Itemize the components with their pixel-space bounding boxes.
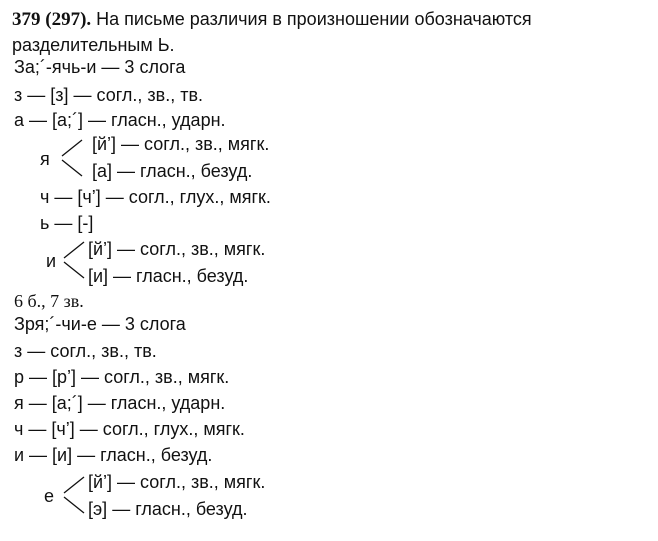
exercise-text-line1: На письме различия в произношении обозначаются bbox=[96, 9, 532, 29]
word2-line-r: р — [р’] — согл., зв., мягк. bbox=[14, 367, 230, 387]
branch-lines-icon bbox=[64, 475, 88, 515]
word1-i-vowel: [и] — гласн., безуд. bbox=[88, 266, 249, 286]
word1-letter-i: и bbox=[46, 251, 57, 271]
word2-e-consonant: [й’] — согл., зв., мягк. bbox=[88, 472, 266, 492]
word2-letter-e: е bbox=[44, 486, 55, 506]
word1-i-consonant: [й’] — согл., зв., мягк. bbox=[88, 239, 266, 259]
word2-e-vowel: [э] — гласн., безуд. bbox=[88, 499, 248, 519]
word2-line-z: з — согл., зв., тв. bbox=[14, 341, 157, 361]
word1-transcription: За;´-ячь-и — 3 слога bbox=[14, 57, 186, 77]
exercise-text-line2: разделительным Ь. bbox=[12, 35, 175, 55]
word1-count: 6 б., 7 зв. bbox=[14, 291, 84, 311]
word1-letter-ya: я bbox=[40, 149, 50, 169]
branch-lines-icon bbox=[64, 240, 88, 280]
word1-line-soft-sign: ь — [-] bbox=[40, 213, 94, 233]
word2-line-ya: я — [а;´] — гласн., ударн. bbox=[14, 393, 226, 413]
exercise-heading bbox=[12, 8, 532, 31]
word2-line-ch: ч — [ч’] — согл., глух., мягк. bbox=[14, 419, 245, 439]
branch-lines-icon bbox=[62, 138, 86, 178]
exercise-number: 379 (297). bbox=[12, 9, 92, 30]
word2-line-i: и — [и] — гласн., безуд. bbox=[14, 445, 213, 465]
word1-ya-consonant: [й’] — согл., зв., мягк. bbox=[92, 134, 270, 154]
word1-line-ch: ч — [ч’] — согл., глух., мягк. bbox=[40, 187, 271, 207]
word1-line-z: з — [з] — согл., зв., тв. bbox=[14, 85, 204, 105]
word1-line-a: а — [а;´] — гласн., ударн. bbox=[14, 110, 226, 130]
word1-ya-vowel: [а] — гласн., безуд. bbox=[92, 161, 253, 181]
word2-transcription: Зря;´-чи-е — 3 слога bbox=[14, 314, 186, 334]
